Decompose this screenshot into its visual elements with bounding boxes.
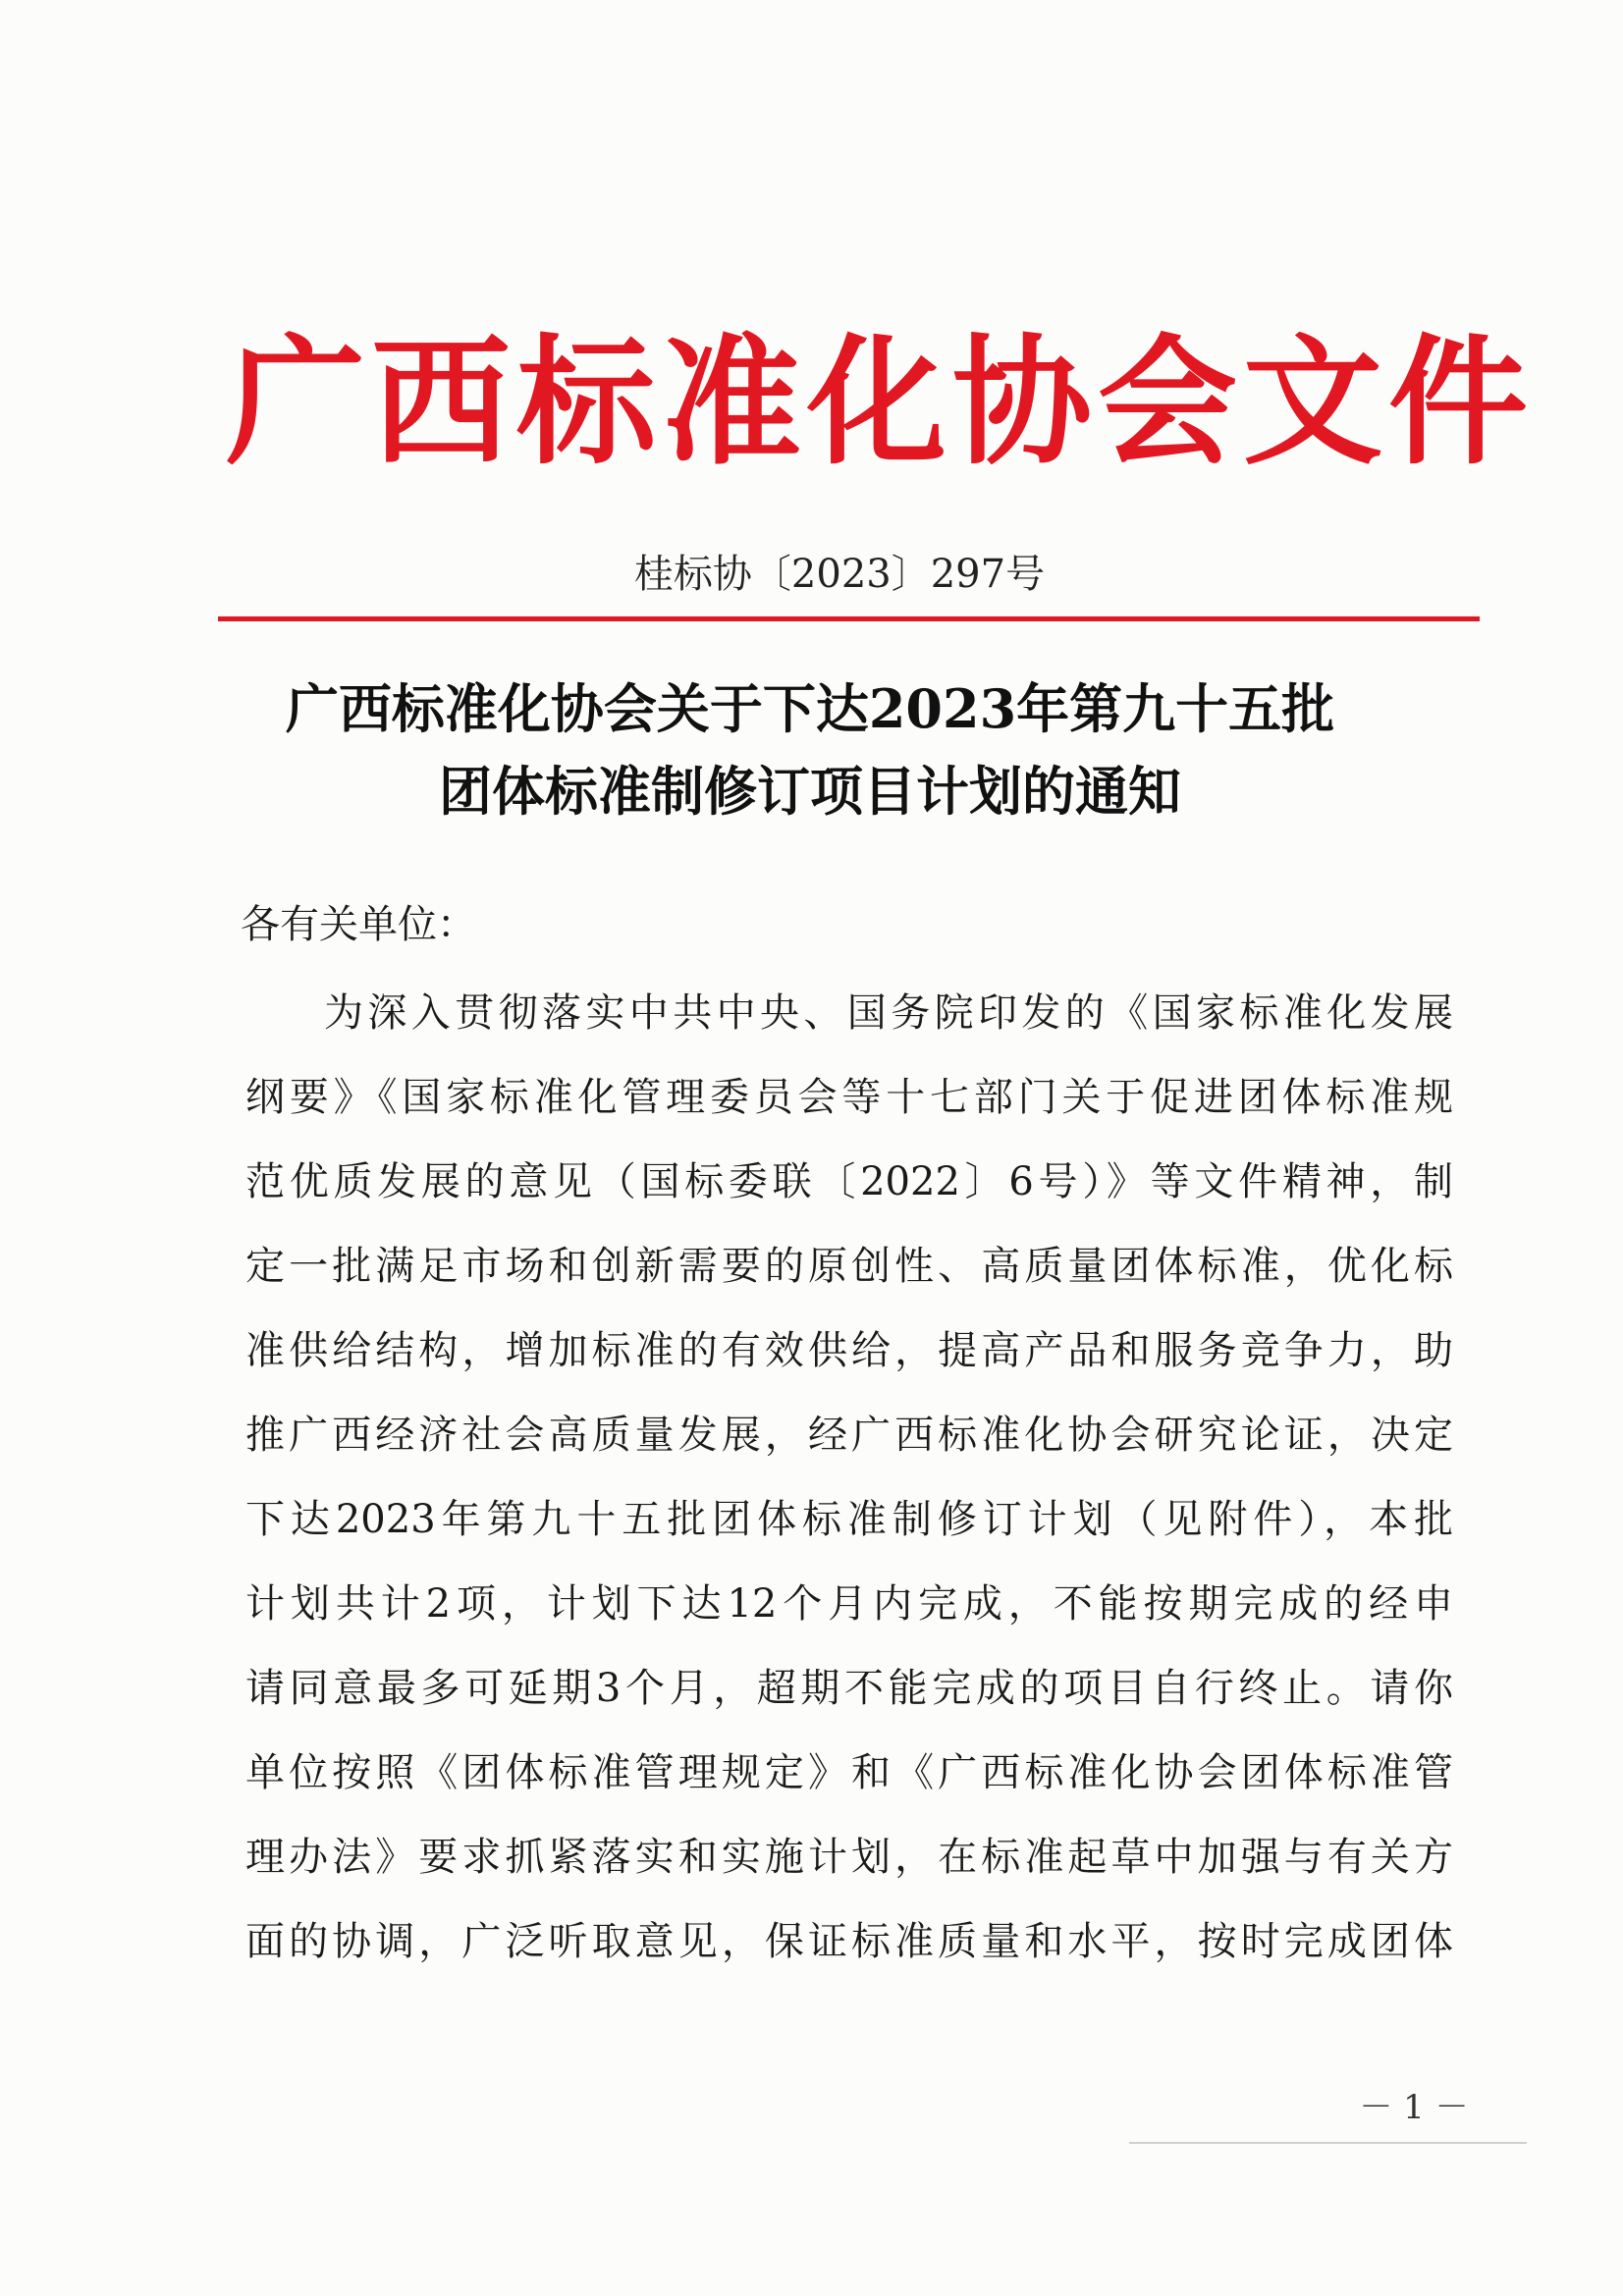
body-line-12: 面的协调，广泛听取意见，保证标准质量和水平，按时完成团体 [245, 1919, 1453, 1964]
body-line-5: 准供给结构，增加标准的有效供给，提高产品和服务竞争力，助 [245, 1328, 1453, 1373]
body-line-10: 单位按照《团体标准管理规定》和《广西标准化协会团体标准管 [245, 1750, 1453, 1795]
document-masthead: 广西标准化协会文件 [226, 321, 1534, 484]
footer-divider-line [1129, 2142, 1527, 2144]
body-line-8: 计划共计2项，计划下达12个月内完成，不能按期完成的经申 [245, 1581, 1453, 1627]
document-number: 桂标协〔2023〕297号 [633, 552, 1046, 597]
salutation: 各有关单位： [241, 902, 476, 947]
body-line-9: 请同意最多可延期3个月，超期不能完成的项目自行终止。请你 [245, 1666, 1453, 1711]
body-line-2: 纲要》《国家标准化管理委员会等十七部门关于促进团体标准规 [245, 1075, 1453, 1120]
body-line-3: 范优质发展的意见（国标委联〔2022〕6号）》等文件精神，制 [245, 1159, 1453, 1204]
body-line-7: 下达2023年第九十五批团体标准制修订计划（见附件），本批 [245, 1497, 1453, 1542]
body-line-11: 理办法》要求抓紧落实和实施计划，在标准起草中加强与有关方 [245, 1835, 1453, 1880]
notice-title [196, 667, 1424, 832]
body-line-1: 为深入贯彻落实中共中央、国务院印发的《国家标准化发展 [324, 990, 1453, 1036]
page-number: － 1 － [1359, 2088, 1469, 2127]
notice-title-line-2: 团体标准制修订项目计划的通知 [439, 760, 1181, 823]
body-line-4: 定一批满足市场和创新需要的原创性、高质量团体标准，优化标 [245, 1244, 1453, 1289]
red-divider-line [218, 616, 1480, 621]
body-line-6: 推广西经济社会高质量发展，经广西标准化协会研究论证，决定 [245, 1413, 1453, 1458]
notice-title-line-1: 广西标准化协会关于下达2023年第九十五批 [285, 677, 1335, 740]
